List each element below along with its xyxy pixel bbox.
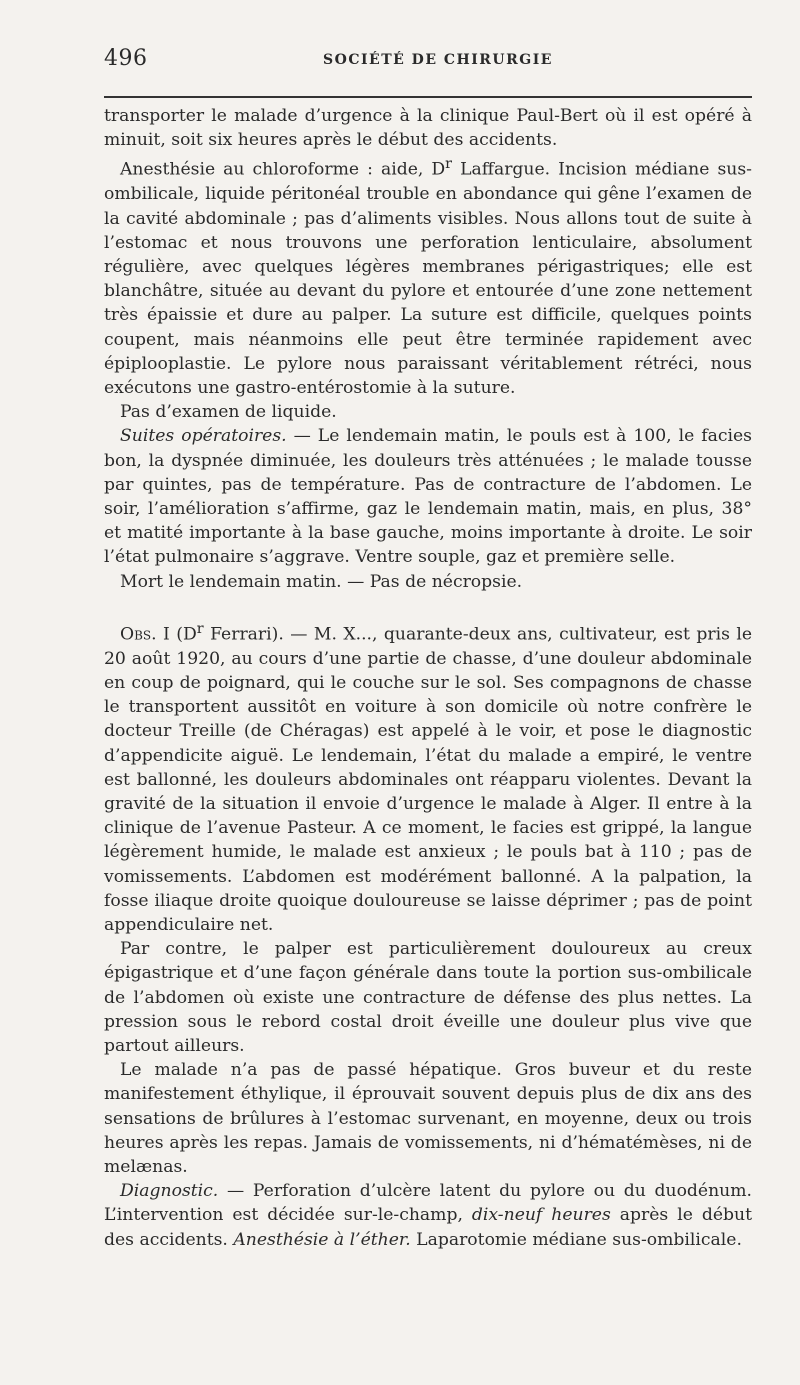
paragraph [104, 570, 752, 594]
text-segment: Le malade n’a pas de passé hépatique. Gros buveur et du reste manifestement éthylique, il éprouvait souvent depuis plus de dix ans des sensations de brûlures à l’estomac survenant, en moyenne, deux ou trois heures après les repas. Jamais de vomissements, ni d’hématémèses, ni de melænas. [104, 1060, 752, 1177]
text-segment: Laffargue. Incision médiane sus-ombilicale, liquide péritonéal trouble en abondance qui gêne l’examen de la cavité abdominale ; pas d’aliments visibles. Nous allons tout de suite à l’estomac et nous trouvons une perforation lenticulaire, absolument régulière, avec quelques légères membranes périgastriques; elle est blanchâtre, située au devant du pylore et entourée d’une zone nettement très épaissie et dure au palper. La suture est difficile, quelques points coupent, mais néanmoins elle peut être terminée rapidement avec épiplooplastie. Le pylore nous paraissant véritablement rétréci, nous exécutons une gastro-entérostomie à la suture. [104, 160, 752, 398]
text-segment: après le début des accidents. [104, 1205, 752, 1250]
text-segment: transporter le malade d’urgence à la clinique Paul-Bert où il est opéré à minuit, soit six heures après le début des accidents. [104, 106, 752, 151]
text-segment: Anesthésie au chloroforme : aide, D [120, 160, 446, 181]
body-text [104, 104, 752, 1252]
text-segment: Pas d’examen de liquide. [120, 402, 337, 423]
text-segment: Anesthésie à l’éther. [233, 1229, 411, 1250]
text-segment: Mort le lendemain matin. — Pas de nécropsie. [120, 571, 523, 592]
paragraph [104, 1058, 752, 1179]
paragraph [104, 152, 752, 400]
paragraph [104, 1179, 752, 1252]
paragraph [104, 104, 752, 152]
running-head: SOCIÉTÉ DE CHIRURGIE [323, 52, 553, 68]
page-number: 496 [104, 46, 148, 71]
paragraph [104, 424, 752, 569]
text-segment: I (D [156, 624, 197, 645]
text-segment: Par contre, le palper est particulièrement douloureux au creux épigastrique et d’une façon générale dans toute la portion sus-ombilicale de l’abdomen où existe une contracture de défense des plus nettes. La pression sous le rebord costal droit éveille une douleur plus vive que partout ailleurs. [104, 939, 752, 1056]
text-segment: Diagnostic. [120, 1181, 219, 1202]
text-segment: dix-neuf heures [471, 1205, 611, 1226]
paragraph [104, 400, 752, 424]
paragraph [104, 937, 752, 1058]
paragraph [104, 617, 752, 937]
text-segment: r [445, 156, 453, 173]
paragraph-spacer [104, 594, 752, 617]
text-segment: Ferrari). — M. X..., quarante-deux ans, cultivateur, est pris le 20 août 1920, au cours d’une partie de chasse, d’une douleur abdominale en coup de poignard, qui le couche sur le sol. Ses compagnons de chasse le transportent aussitôt en voiture à son domicile où notre confrère le docteur Treille (de Chéragas) est appelé à le voir, et pose le diagnostic d’appendicite aiguë. Le lendemain, l’état du malade a empiré, le ventre est ballonné, les douleurs abdominales ont réapparu violentes. Devant la gravité de la situation il envoie d’urgence le malade à Alger. Il entre à la clinique de l’avenue Pasteur. A ce moment, le facies est grippé, la langue légèrement humide, le malade est anxieux ; le pouls bat à 110 ; pas de vomissements. L’abdomen est modérément ballonné. A la palpation, la fosse iliaque droite quoique douloureuse se laisse déprimer ; pas de point appendiculaire net. [104, 624, 753, 935]
text-segment: Obs. [120, 624, 157, 645]
page-header [104, 44, 752, 74]
text-segment: Laparotomie médiane sus-ombilicale. [410, 1229, 742, 1250]
text-segment: r [196, 620, 204, 637]
header-rule [104, 96, 752, 98]
text-segment: Suites opératoires. [120, 426, 287, 447]
text-segment: — Perforation d’ulcère latent du pylore ou du duodénum. L’intervention est décidée sur-le-champ, [104, 1181, 752, 1226]
text-segment: — Le lendemain matin, le pouls est à 100, le facies bon, la dyspnée diminuée, les douleurs très atténuées ; le malade tousse par quintes, pas de température. Pas de contracture de l’abdomen. Le soir, l’amélioration s’affirme, gaz le lendemain matin, mais, en plus, 38° et matité importante à la base gauche, moins importante à droite. Le soir l’état pulmonaire s’aggrave. Ventre souple, gaz et première selle. [104, 426, 752, 568]
